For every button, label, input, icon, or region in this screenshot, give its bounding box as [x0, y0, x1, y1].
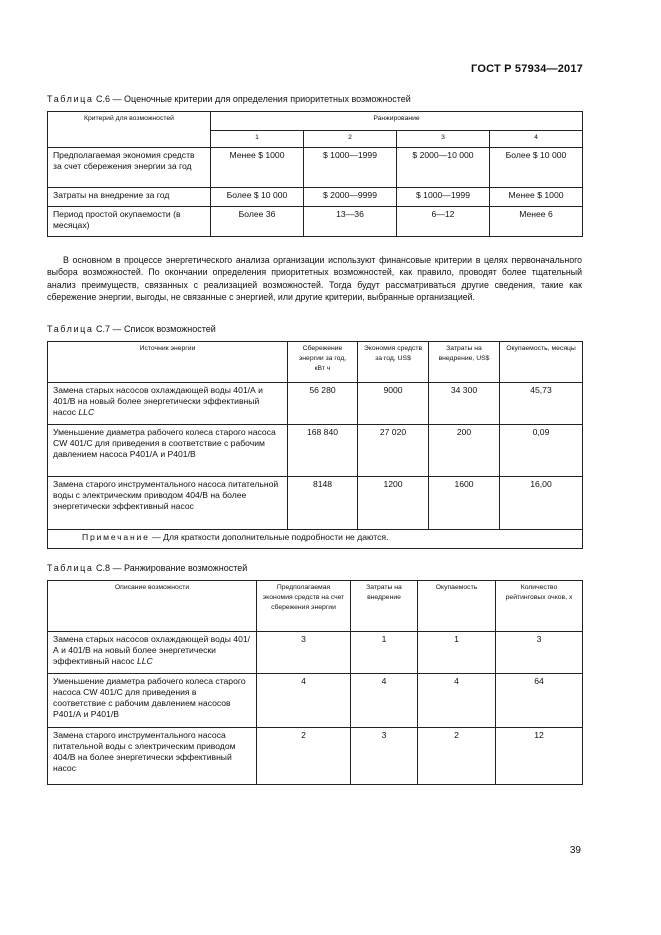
table-cell: 3	[257, 632, 351, 674]
table-cell: 64	[496, 674, 583, 728]
table7-note	[48, 530, 583, 549]
table7-caption-prefix: Таблица	[47, 324, 94, 334]
table-row	[48, 632, 583, 674]
table6-col-ranking: Ранжирование	[211, 112, 583, 131]
table8-header: Количество рейтинговых очков, х	[496, 581, 583, 632]
table6-rank: 2	[304, 131, 397, 148]
table6-row-label: Период простой окупаемости (в месяцах)	[48, 207, 211, 237]
table-cell: 45,73	[500, 383, 583, 425]
table7-header: Экономия средств за год, US$	[358, 342, 429, 383]
table-cell: Более $ 10 000	[211, 188, 304, 207]
table6-row-label: Затраты на внедрение за год	[48, 188, 211, 207]
table-cell: 34 300	[429, 383, 500, 425]
table-cell: 168 840	[288, 425, 358, 477]
table6-row-label: Предполагаемая экономия средств за счет сбережения энергии за год	[48, 148, 211, 188]
table-cell: 27 020	[358, 425, 429, 477]
table7-caption	[47, 324, 216, 334]
table8-header: Окупаемость	[418, 581, 496, 632]
table-row	[48, 674, 583, 728]
table8-header: Затраты на внедрение	[351, 581, 418, 632]
table-cell: Более $ 10 000	[490, 148, 583, 188]
table-row	[48, 148, 583, 188]
label-text: Уменьшение диаметра рабочего колеса старого насоса CW 401/С для приведения в соответствие с рабочим давлением насосов Р401/А и Р401/В	[53, 676, 246, 719]
table-cell: 6—12	[397, 207, 490, 237]
paragraph-text: В основном в процессе энергетического анализа организации используют финансовые критерии в целях первоначального выбора возможностей. По окончании определения приоритетных возможностей, как правило, проводят более тщательный анализ преимуществ, связанных с реализацией возможностей. Тогда будут рассматриваться другие сведения, такие как сбережение энергии, выгоды, не связанные с энергией, или другие критерии, выбранные организацией.	[47, 255, 582, 303]
table-cell: $ 2000—9999	[304, 188, 397, 207]
table8-caption	[47, 563, 247, 573]
table-cell: 1600	[429, 477, 500, 530]
table-cell: 3	[351, 728, 418, 785]
table-cell: 2	[418, 728, 496, 785]
table-c6	[47, 111, 583, 237]
table-cell: 4	[351, 674, 418, 728]
table8-row-label	[48, 674, 257, 728]
table-cell: 1	[418, 632, 496, 674]
table8-header: Предполагаемая экономия средств на счет сбережения энергии	[257, 581, 351, 632]
table8-row-label	[48, 728, 257, 785]
table-cell: 1	[351, 632, 418, 674]
table8-caption-prefix: Таблица	[47, 563, 94, 573]
body-paragraph	[47, 254, 582, 304]
table-c7	[47, 341, 583, 549]
table7-header: Окупаемость, месяцы	[500, 342, 583, 383]
note-text: — Для краткости дополнительные подробности не даются.	[149, 532, 389, 542]
table-cell: Более 36	[211, 207, 304, 237]
table-cell: 200	[429, 425, 500, 477]
table-row	[48, 477, 583, 530]
table8-row-label	[48, 632, 257, 674]
label-text: Уменьшение диаметра рабочего колеса старого насоса CW 401/С для приведения в соответствие с рабочим давлением насоса Р401/А и Р401/В	[53, 427, 276, 459]
table-cell: 3	[496, 632, 583, 674]
table7-row-label	[48, 383, 288, 425]
table-cell: Менее 6	[490, 207, 583, 237]
table7-header: Источник энергии	[48, 342, 288, 383]
table-cell: 8148	[288, 477, 358, 530]
table6-rank: 1	[211, 131, 304, 148]
table8-caption-text: С.8 — Ранжирование возможностей	[96, 563, 248, 573]
table8-header: Описание возможности	[48, 581, 257, 632]
table-cell: $ 2000—10 000	[397, 148, 490, 188]
table6-caption-prefix: Таблица	[47, 94, 94, 104]
label-text: Замена старого инструментального насоса питательной воды с электрическим приводом 404/В на более энергетически эффективный насос	[53, 730, 236, 773]
table6-col-criterion: Критерий для возможностей	[48, 112, 211, 148]
table-cell: 4	[418, 674, 496, 728]
table-row	[48, 383, 583, 425]
table-cell: 0,09	[500, 425, 583, 477]
label-italic: LLC	[136, 656, 153, 666]
page-number: 39	[569, 845, 581, 856]
table6-rank: 3	[397, 131, 490, 148]
table7-row-label	[48, 425, 288, 477]
table-cell: 16,00	[500, 477, 583, 530]
table-row	[48, 188, 583, 207]
table-cell: Менее $ 1000	[211, 148, 304, 188]
table-cell: 12	[496, 728, 583, 785]
standard-number: ГОСТ Р 57934—2017	[471, 63, 583, 75]
table-cell: 1200	[358, 477, 429, 530]
table6-caption-text: С.6 — Оценочные критерии для определения приоритетных возможностей	[96, 94, 411, 104]
table7-header: Сбережение энергии за год, кВт ч	[288, 342, 358, 383]
label-text: Замена старого инструментального насоса питательной воды с электрическим приводом 404/В на более энергетически эффективный насос	[53, 479, 279, 511]
table-cell: 2	[257, 728, 351, 785]
table6-rank: 4	[490, 131, 583, 148]
table6-caption	[47, 94, 411, 104]
table-cell: 13—36	[304, 207, 397, 237]
table-cell: 9000	[358, 383, 429, 425]
table-cell: $ 1000—1999	[397, 188, 490, 207]
label-text: Замена старых насосов охлаждающей воды 401/А и 401/В на новый более энергетически эффективный насос	[53, 634, 251, 666]
table7-caption-text: С.7 — Список возможностей	[96, 324, 216, 334]
table-row	[48, 207, 583, 237]
label-italic: LLC	[78, 407, 95, 417]
label-text: Замена старых насосов охлаждающей воды 401/А и 401/В на новый более энергетически эффективный насос	[53, 385, 263, 417]
table-cell: 4	[257, 674, 351, 728]
table-c8	[47, 580, 583, 785]
table-note-row	[48, 530, 583, 549]
table-cell: $ 1000—1999	[304, 148, 397, 188]
table7-row-label	[48, 477, 288, 530]
table-cell: Менее $ 1000	[490, 188, 583, 207]
table-row	[48, 728, 583, 785]
table-row	[48, 425, 583, 477]
table7-header: Затраты на внедрение, US$	[429, 342, 500, 383]
table-cell: 56 280	[288, 383, 358, 425]
note-prefix: Примечание	[82, 532, 150, 542]
